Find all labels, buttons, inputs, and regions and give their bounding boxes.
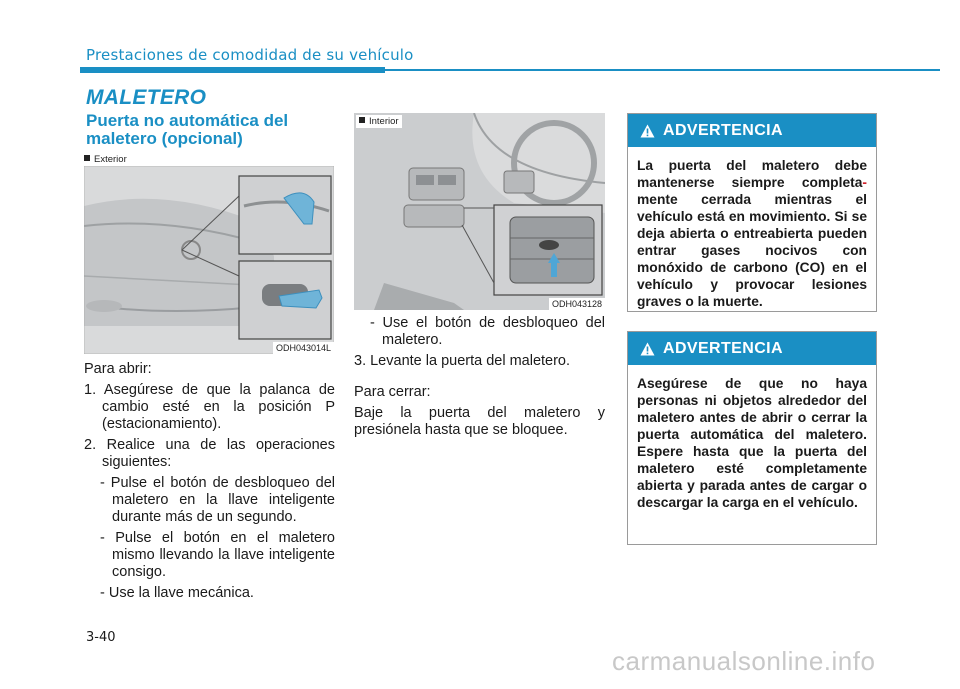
figure-exterior — [84, 154, 334, 354]
warning-triangle-icon — [640, 124, 655, 138]
watermark: carmanualsonline.info — [612, 646, 876, 676]
warning-header-1 — [628, 114, 876, 147]
close-text: Baje la puerta del maletero y presiónela hasta que se bloquee. — [354, 405, 605, 438]
chapter-title: Prestaciones de comodidad de su vehículo — [86, 46, 414, 64]
warning-title-2: ADVERTENCIA — [663, 339, 783, 357]
section-title: MALETERO — [86, 86, 207, 109]
subtitle: Puerta no automática del maletero (opcional) — [86, 111, 289, 148]
dashboard-illustration — [354, 113, 605, 310]
warning-text-1: La puerta del maletero debe mantenerse siempre completa- mente cerrada mientras el vehículo está en movimiento. Si se deja abierta o entreabierta pueden entrar gases nocivos con monóxido de carbono (CO) en el vehículo y provocar lesiones graves o la muerte. — [637, 158, 867, 309]
middle-column-text — [354, 315, 605, 443]
figure-exterior-code: ODH043014L — [273, 342, 334, 354]
warning-header-2 — [628, 332, 876, 365]
substep-1: - Pulse el botón de desbloqueo del maletero en la llave inteligente durante más de un segundo. — [100, 475, 335, 525]
step-1: 1. Asegúrese de que la palanca de cambio esté en la posición P (estacionamiento). — [84, 382, 335, 432]
substep-2: - Pulse el botón en el maletero mismo llevando la llave inteligente consigo. — [100, 530, 335, 580]
left-column-text — [84, 361, 335, 606]
warning-text-2: Asegúrese de que no haya personas ni objetos alrededor del maletero antes de abrir o cerrar la puerta automática del maletero. Espere hasta que la puerta del maletero esté completamente abierta y parada antes de cargar o descargar la carga en el vehículo. — [637, 376, 867, 510]
substep-4: - Use el botón de desbloqueo del maletero. — [370, 315, 605, 348]
substep-3: - Use la llave mecánica. — [100, 585, 254, 601]
warning-title-1: ADVERTENCIA — [663, 121, 783, 139]
warning-box-2 — [627, 331, 877, 545]
warning-triangle-icon — [640, 342, 655, 356]
close-heading: Para cerrar: — [354, 384, 431, 400]
header-accent-bar — [80, 67, 385, 73]
page-number: 3-40 — [86, 630, 116, 645]
car-rear-illustration — [84, 166, 334, 354]
open-heading: Para abrir: — [84, 361, 152, 377]
figure-exterior-label: Exterior — [84, 154, 127, 165]
header-rule — [385, 69, 940, 71]
figure-interior-label: Interior — [356, 115, 402, 128]
step-3: 3. Levante la puerta del maletero. — [354, 353, 571, 369]
warning-box-1 — [627, 113, 877, 312]
step-2: 2. Realice una de las operaciones siguientes: — [84, 437, 335, 470]
figure-interior-code: ODH043128 — [549, 298, 605, 310]
figure-interior — [354, 113, 605, 310]
